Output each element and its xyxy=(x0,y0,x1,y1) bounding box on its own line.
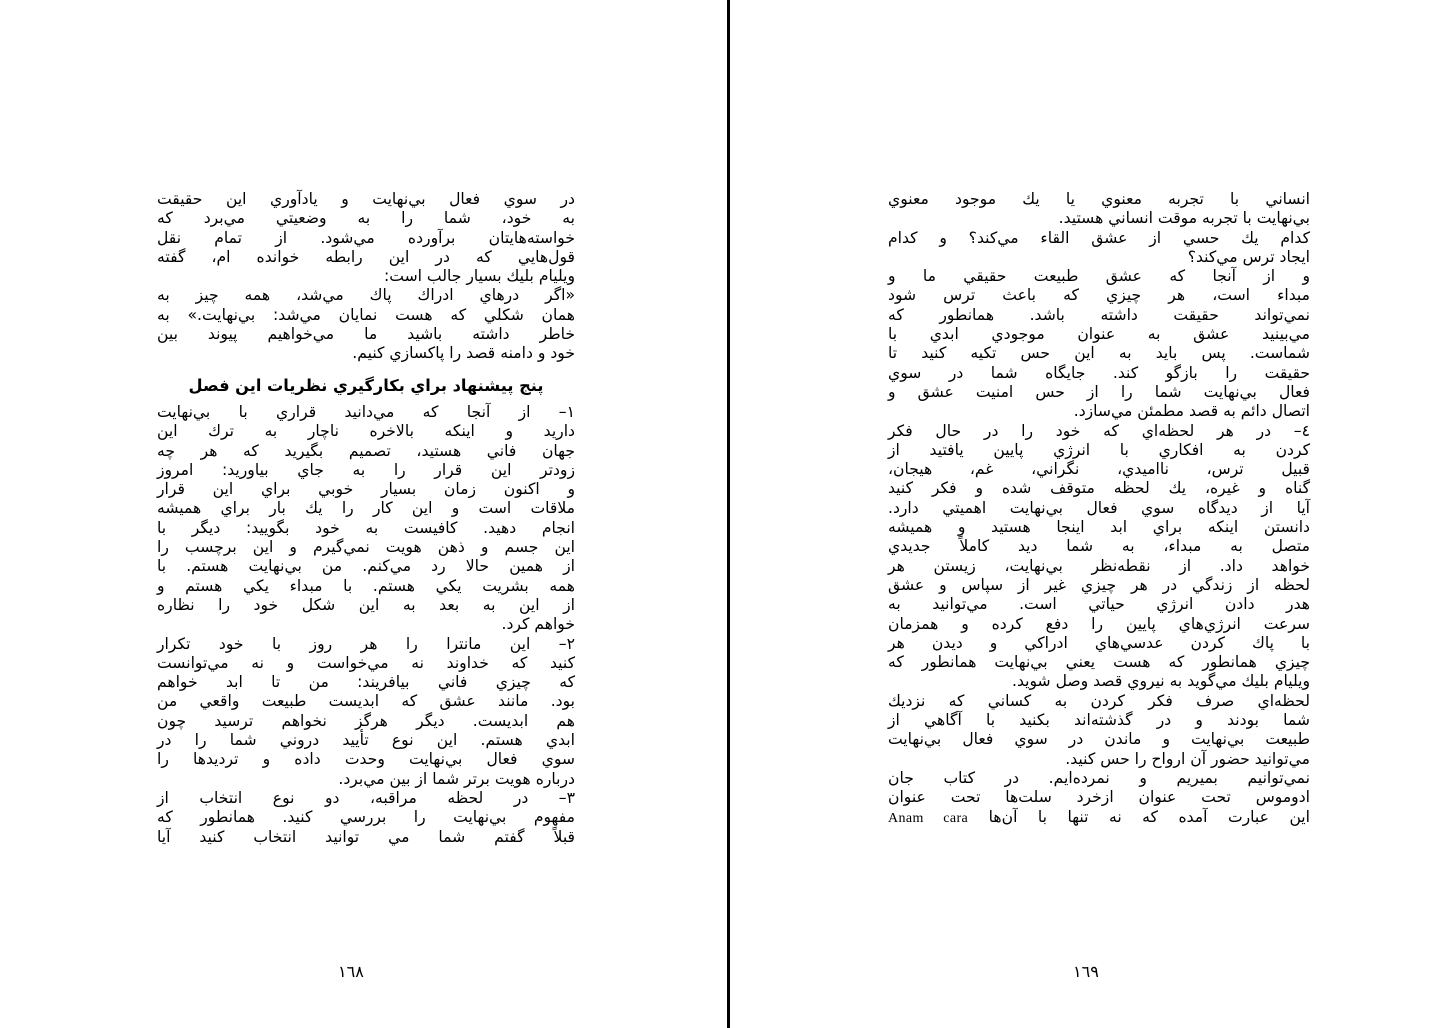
text-line: كه چيزي فاني بيافريند: من تا ابد خواهم xyxy=(157,673,575,692)
text-line: در سوي فعال بي‌نهايت و يادآوري اين حقيقت xyxy=(157,190,575,208)
text-line-last xyxy=(888,808,1310,827)
text-line: چيزي همانطور كه هست يعني بي‌نهايت همانطور كه xyxy=(888,653,1310,672)
text-line: ٢– اين مانترا را هر روز با خود تكرار xyxy=(157,634,575,653)
text-line: دانستن اينكه براي ابد اينجا هستيد و هميشه xyxy=(888,518,1310,537)
text-line: ٤– در هر لحظه‌اي كه خود را در حال فكر xyxy=(888,421,1310,440)
text-line: شماست. پس بايد به اين حس تكيه كنيد تا xyxy=(888,344,1310,363)
book-spine-divider xyxy=(727,0,730,1028)
text-line: قول‌هايي كه در اين رابطه خوانده ام، گفته xyxy=(157,247,575,266)
text-line: به خود، شما را به وضعيتي مي‌برد كه xyxy=(157,209,575,228)
text-line-persian: اين عبارت آمده كه نه تنها با آن‌ها xyxy=(988,807,1310,826)
text-line: فعال بي‌نهايت شما را از حس امنيت عشق و xyxy=(888,382,1310,401)
text-line: نمي‌تواند حقيقت داشته باشد. همانطور كه xyxy=(888,305,1310,324)
text-line: از اين به بعد به اين شكل خود را نظاره xyxy=(157,595,575,614)
text-line: زودتر اين قرار را به جاي بياوريد: امروز xyxy=(157,460,575,479)
text-line: هم ابديست. ديگر هرگز نخواهم ترسيد چون xyxy=(157,711,575,730)
text-line: ١– از آنجا كه مي‌دانيد قراري با بي‌نهايت xyxy=(157,402,575,421)
text-line: قبيل ترس، نااميدي، نگراني، غم، هيجان، xyxy=(888,460,1310,479)
text-line: از همين حالا رد مي‌كنم. من بي‌نهايت هستم. با xyxy=(157,557,575,576)
text-line: انساني با تجربه معنوي يا يك موجود معنوي xyxy=(888,190,1310,208)
text-line: سرعت انرژي‌هاي پايين را دفع كرده و همزمان xyxy=(888,614,1310,633)
left-page-text xyxy=(157,190,575,847)
text-line: انجام دهيد. كافيست به خود بگوييد: ديگر با xyxy=(157,518,575,537)
text-line: جهان فاني هستيد، تصميم بگيريد كه هر چه xyxy=(157,441,575,460)
text-line: گناه و غيره، يك لحظه متوقف شده و فكر كنيد xyxy=(888,479,1310,498)
text-line: مي‌توانيد حضور آن ارواح را حس كنيد. xyxy=(1065,749,1310,768)
text-line: كدام يك حسي از عشق القاء مي‌كند؟ و كدام xyxy=(888,228,1310,247)
text-line: مي‌بينيد عشق به عنوان موجودي ابدي با xyxy=(888,325,1310,344)
text-line: ابدي هستم. اين نوع تأييد دروني شما را در xyxy=(157,731,575,750)
text-line: هدر دادن انرژي حياتي است. مي‌توانيد به xyxy=(888,595,1310,614)
text-line: داريد و اينكه بالاخره ناچار به ترك اين xyxy=(157,422,575,441)
text-line: اتصال دائم به قصد مطمئن مي‌سازد. xyxy=(1073,402,1310,421)
text-line: اين جسم و ذهن هويت نمي‌گيرم و اين برچسب را xyxy=(157,538,575,557)
text-line: حقيقت را بازگو كند. جايگاه شما در سوي xyxy=(888,363,1310,382)
text-line: كردن به افكاري با انرژي پايين يافتيد از xyxy=(888,440,1310,459)
text-line: لحظه از زندگي در هر چيزي غير از سپاس و عشق xyxy=(888,575,1310,594)
text-line: درباره هويت برتر شما از بين مي‌برد. xyxy=(338,769,575,788)
right-page-text xyxy=(888,190,1310,827)
text-line: خواهم كرد. xyxy=(501,615,575,634)
text-line: بي‌نهايت با تجربه موقت انساني هستيد. xyxy=(1058,209,1310,228)
text-line: لحظه‌اي صرف فكر كردن به كساني كه نزديك xyxy=(888,691,1310,710)
text-line: همان شكلي كه هست نمايان مي‌شد: بي‌نهايت.» به xyxy=(157,305,575,324)
latin-term: Anam cara xyxy=(888,810,969,826)
text-line: همه بشريت يكي هستم. با مبداء يكي هستم و xyxy=(157,576,575,595)
text-line: ويليام بليك مي‌گويد به نيروي قصد وصل شويد. xyxy=(1012,672,1310,691)
text-line: خواهد داد. از نقطه‌نظر بي‌نهايت، زيستن هر xyxy=(888,556,1310,575)
text-line: شما بودند و در گذشته‌اند بكنيد با آگاهي از xyxy=(888,711,1310,730)
text-line: و از آنجا كه عشق طبيعت حقيقي ما و xyxy=(888,267,1310,286)
text-line: مبداء است، هر چيزي كه باعث ترس شود xyxy=(888,286,1310,305)
text-line: متصل به مبداء، به شما ديد كاملاً جديدي xyxy=(888,537,1310,556)
text-line: قبلاً گفتم شما مي توانيد انتخاب كنيد آيا xyxy=(157,827,575,846)
right-page xyxy=(731,0,1455,1028)
text-line: «اگر درهاي ادراك پاك مي‌شد، همه چيز به xyxy=(157,286,575,305)
text-line: خود و دامنه قصد را پاكسازي كنيم. xyxy=(352,344,575,363)
section-heading: پنج پيشنهاد براي بكارگيري نظريات اين فصل xyxy=(188,375,544,395)
text-line: ملاقات است و اين كار را يك بار براي هميشه xyxy=(157,499,575,518)
text-line: با پاك كردن عدسي‌هاي ادراكي و ديدن هر xyxy=(888,633,1310,652)
text-line: نمي‌توانيم بميريم و نمرده‌ايم. در كتاب جان xyxy=(888,768,1310,787)
text-line: كنيد كه خداوند نه مي‌خواست و نه مي‌توانست xyxy=(157,653,575,672)
text-line: سوي فعال بي‌نهايت وحدت داده و ترديدها را xyxy=(157,750,575,769)
left-page xyxy=(0,0,727,1028)
text-line: ايجاد ترس مي‌كند؟ xyxy=(1187,247,1310,266)
left-page-number: ١٦٨ xyxy=(338,964,364,981)
text-line: بود. مانند عشق كه ابديست طبيعت واقعي من xyxy=(157,692,575,711)
text-line: ويليام بليك بسيار جالب است: xyxy=(384,267,575,286)
text-line: مفهوم بي‌نهايت را بررسي كنيد. همانطور كه xyxy=(157,808,575,827)
text-line: و اكنون زمان بسيار خوبي براي اين قرار xyxy=(157,480,575,499)
right-page-number: ١٦٩ xyxy=(1073,964,1099,981)
text-line: ٣– در لحظه مراقبه، دو نوع انتخاب از xyxy=(157,788,575,807)
text-line: آيا از ديدگاه سوي فعال بي‌نهايت اهميتي دارد. xyxy=(888,498,1310,517)
text-line: خواسته‌هايتان برآورده مي‌شود. از تمام نقل xyxy=(157,228,575,247)
text-line: طبيعت بي‌نهايت و ماندن در سوي فعال بي‌نهايت xyxy=(888,730,1310,749)
text-line: ادوموس تحت عنوان ازخرد سلت‌ها تحت عنوان xyxy=(888,788,1310,807)
text-line: خاطر داشته باشيد ما مي‌خواهيم پيوند بين xyxy=(157,325,575,344)
